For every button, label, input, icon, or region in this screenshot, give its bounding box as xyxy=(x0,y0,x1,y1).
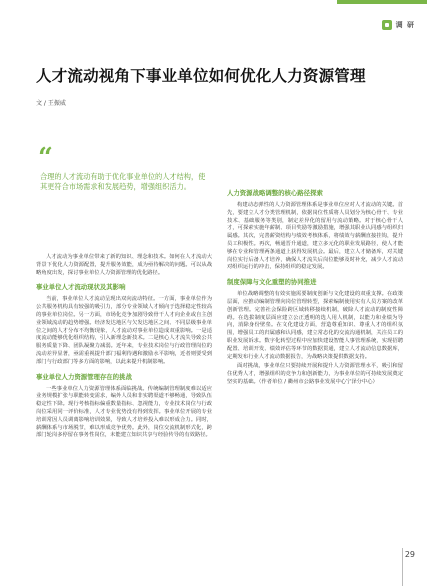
pull-quote xyxy=(38,143,208,192)
author-byline: 文 / 王振威 xyxy=(36,100,66,107)
pull-quote-text: 合理的人才流动有助于优化事业单位的人才结构，使其更符合市场需求和发展趋势，增强组织活力。 xyxy=(40,172,206,191)
section-heading-4: 制度保障与文化重塑的协同推进 xyxy=(227,278,317,287)
section-heading-3: 人力资源战略调整的核心路径探索 xyxy=(227,189,323,197)
right-column xyxy=(227,189,403,389)
section-tag xyxy=(382,20,415,30)
top-accent-bar xyxy=(337,0,427,4)
section-2-paragraph: 一些事业单位人力资源管理体系面临挑战。传统编制管理制度难以适应业务规模扩张与职能转变需求，编外人员和非实聘渠道不够畅通，导致队伍稳定性下降。现行考核指标偏重数量指标、忽视能力，专业技术岗位与行政岗位采用同一评价标准，人才专业优势没有得到发挥。事业单位开展的专业培训常因人员调离影响培训效果，导致人才培养投入难以形成合力。同时，薪酬体系与市场脱节，难以形成竞争优势。此外，岗位交流机制形式化，跨部门轮岗多停留在事务性岗位，未能建立知识共享与经验传导的有效路径。 xyxy=(36,385,212,439)
page-number-divider xyxy=(402,548,403,586)
section-4-paragraph-2: 面对挑战，事业单位只要持续开展和提升人力资源管理水平，吸引和留住优秀人才，增强组织的竞争力和创新能力，为事业单位的可持续发展奠定坚实的基础。（作者单位 / 衢州市公路事业发展中心宁泽分中心） xyxy=(227,363,403,385)
section-heading-2: 事业单位人力资源管理存在的挑战 xyxy=(36,372,132,381)
article-title: 人才流动视角下事业单位如何优化人力资源管理 xyxy=(36,67,366,85)
section-3-paragraph: 构建动态弹性的人力资源管理体系是事业单位应对人才流动的关键。首先，要建立人才分类管理机制，依据岗位性质将人员划分为核心骨干、专业技术、基础服务等类别，制定差异化的留用与流动策略。对于核心骨干人才，可探索实施年薪制、项目奖励等激励措施，增强其职业认同感与组织归属感。其次，完善薪资结构与绩效考核体系，将绩效与薪酬直接挂钩，提升员工积极性。再次，畅通晋升通道，建立多元化的职业发展路径，使人才能够在专业和管理两条通道上获得发展机会。最后，建立人才储备库，对关键岗位实行后备人才培养，确保人才流失后岗位能够及时补充，减少人才流动对组织运行的冲击，保持组织的稳定发展。 xyxy=(227,202,403,271)
page-number: 29 xyxy=(404,550,415,559)
section-1-paragraph: 当前，事业单位人才流动呈现出双向流动特征。一方面，事业单位作为公共服务机构具有较强的吸引力，部分专业领域人才倾向于选择稳定性较高的事业单位岗位。另一方面，市场化竞争加剧导致骨干人才向企业或自主创业领域流动的趋势增强。经济发达地区与欠发达地区之间、不同层级事业单位之间的人才分布不均衡现象，人才流动对事业单位造成双重影响。一是适度流动能够优化组织结构，引入新理念新技术。二是核心人才流失导致公共服务质量下降、团队凝聚力减弱。近年来，专业技术岗位与行政管理岗位的流动差异显著，亟需重视提升部门福利待遇和激励水平影响，近者则要受到部门与行政部门等多方面的影响，以此来提升机制影响。 xyxy=(36,296,212,365)
section-tag-label: 调 研 xyxy=(395,21,415,29)
quote-mark-icon: “ xyxy=(38,143,53,173)
section-heading-1: 事业单位人才流动现状及其影响 xyxy=(36,283,126,292)
intro-paragraph: 人才流动为事业单位带来了新的知识、理念和技术。如何在人才流动大背景下优化人力资源配置，提升服务效能，成为亟待解决的问题。可以从战略角度出发，探讨事业单位人力资源管理的优化路径。 xyxy=(36,254,212,276)
section-tag-icon xyxy=(382,20,392,30)
section-4-paragraph-1: 单位战略调整的有效实施需要制度创新与文化建设的双重支撑。在政策层面，应推动编制管理向岗位管理转型，探索编制使用实有人员方案的改革创新管理。完善社会保险跨区域转移接续机制，破除人才流动的制度性障碍。在选拔制度层面应建立公正透明的选人用人机制，以能力和业绩为导向，消除身份壁垒。在文化建设方面，营造尊重知识、尊重人才的组织氛围，增强员工的归属感和认同感，建立常态化的交流沟通机制，关注员工的职业发展诉求。数字化转型过程中应加快建设智能人事管理系统，实现招聘配置、培训开发、绩效评估等环节的数据贯通，建立人才流动信息数据库，定期发布行业人才流动数据报告，为战略决策提供数据支持。 xyxy=(227,291,403,360)
left-column xyxy=(36,254,212,442)
